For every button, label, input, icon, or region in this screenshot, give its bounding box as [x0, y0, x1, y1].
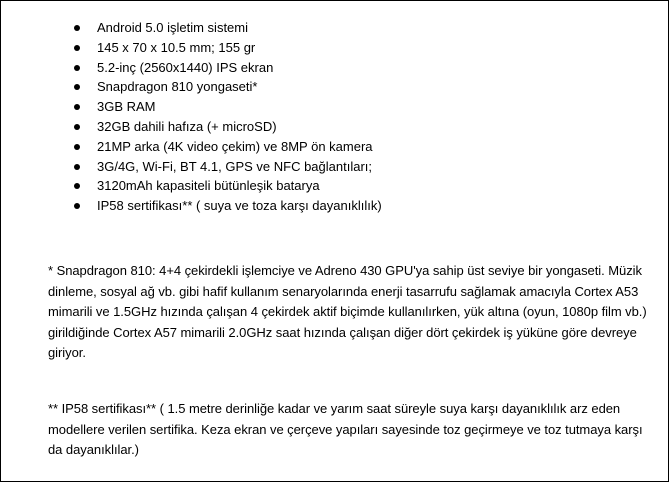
bullet-icon	[74, 183, 80, 189]
spec-item-connectivity	[1, 157, 382, 177]
spec-item-battery	[1, 176, 382, 196]
spec-text: 3G/4G, Wi-Fi, BT 4.1, GPS ve NFC bağlantıları;	[97, 158, 373, 174]
spec-item-os	[1, 18, 382, 38]
bullet-icon	[74, 84, 80, 90]
bullet-icon	[74, 164, 80, 170]
snapdragon-footnote: * Snapdragon 810: 4+4 çekirdekli işlemciye ve Adreno 430 GPU'ya sahip üst seviye bir yongaseti. Müzik dinleme, sosyal ağ vb. gibi hafif kullanım senaryolarında enerji tasarrufu sağlamak amacıyla Cortex A53 mimarili ve 1.5GHz hızında çalışan 4 çekirdek aktif biçimde kullanılırken, yük altına (oyun, 1080p film vb.) girildiğinde Cortex A57 mimarili 2.0GHz saat hızında çalışan diğer dört çekirdek iş yüküne göre devreye giriyor.	[48, 263, 647, 360]
bullet-icon	[74, 65, 80, 71]
spec-item-camera	[1, 137, 382, 157]
spec-text: 3GB RAM	[97, 99, 156, 115]
spec-item-ram	[1, 97, 382, 117]
spec-list	[1, 18, 382, 216]
bullet-icon	[74, 45, 80, 51]
bullet-icon	[74, 203, 80, 209]
bullet-icon	[74, 124, 80, 130]
ip58-footnote: ** IP58 sertifikası** ( 1.5 metre derinliğe kadar ve yarım saat süreyle suya karşı dayanıklılık arz eden modellere verilen sertifika. Keza ekran ve çerçeve yapıları sayesinde toz geçirmeye ve toz tutmaya karşı da dayanıklılar.)	[48, 401, 643, 457]
spec-item-storage	[1, 117, 382, 137]
bullet-icon	[74, 144, 80, 150]
spec-text: 32GB dahili hafıza (+ microSD)	[97, 118, 277, 134]
bullet-icon	[74, 25, 80, 31]
spec-text: Android 5.0 işletim sistemi	[97, 20, 248, 35]
spec-text: IP58 sertifikası** ( suya ve toza karşı dayanıklılık)	[97, 198, 382, 214]
bullet-icon	[74, 104, 80, 110]
spec-text: 21MP arka (4K video çekim) ve 8MP ön kamera	[97, 138, 373, 154]
spec-text: 145 x 70 x 10.5 mm; 155 gr	[97, 39, 256, 55]
spec-item-display	[1, 58, 382, 78]
spec-item-chipset	[1, 77, 382, 97]
spec-item-dimensions	[1, 38, 382, 58]
spec-item-certification	[1, 196, 382, 216]
spec-text: Snapdragon 810 yongaseti*	[97, 79, 258, 95]
spec-text: 5.2-inç (2560x1440) IPS ekran	[97, 59, 274, 75]
spec-text: 3120mAh kapasiteli bütünleşik batarya	[97, 178, 320, 194]
